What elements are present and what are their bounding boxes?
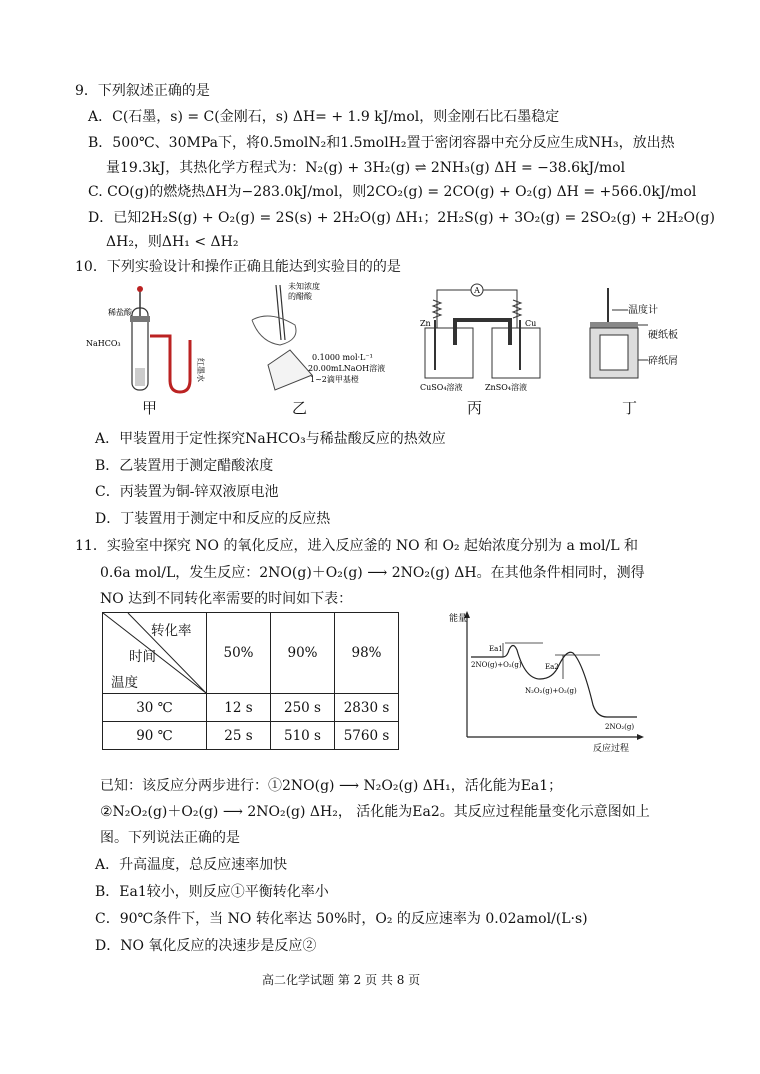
q9-option-b-line1: B．500℃、30MPa下，将0.5molN₂和1.5molH₂置于密闭容器中充分反应生成NH₃，放出热 <box>88 135 675 151</box>
q10-option-a: A．甲装置用于定性探究NaHCO₃与稀盐酸反应的热效应 <box>95 431 446 447</box>
label-hcl: 稀盐酸 <box>108 308 132 317</box>
label-board: 硬纸板 <box>648 330 678 341</box>
corner-temp: 温度 <box>111 675 138 691</box>
time-cell: 25 s <box>207 722 271 750</box>
q11-option-c: C．90℃条件下，当 NO 转化率达 50%时，O₂ 的反应速率为 0.02amol/(L·s) <box>95 911 588 927</box>
temp-cell: 90 ℃ <box>103 722 207 750</box>
q9-stem: 9．下列叙述正确的是 <box>75 83 210 99</box>
table-header-row <box>103 613 399 694</box>
q11-option-a: A．升高温度，总反应速率加快 <box>95 857 288 873</box>
caption-bing: 丙 <box>467 399 483 417</box>
q9-option-b-line2: 量19.3kJ，其热化学方程式为：N₂(g) + 3H₂(g) ⇌ 2NH₃(g) ΔH = −38.6kJ/mol <box>106 160 626 176</box>
apparatus-yi <box>252 281 385 390</box>
label-naoh-1: 0.1000 mol·L⁻¹ <box>312 353 373 362</box>
table-corner-cell <box>103 613 207 694</box>
corner-time: 时间 <box>129 649 156 665</box>
label-naoh-2: 20.00mLNaOH溶液 <box>308 364 386 373</box>
q10-apparatus-figure <box>80 280 680 410</box>
label-nahco3: NaHCO₃ <box>86 339 121 348</box>
caption-jia: 甲 <box>142 399 158 417</box>
time-cell: 12 s <box>207 694 271 722</box>
label-scraps: 碎纸屑 <box>648 356 678 367</box>
label-red-ink: 红墨水 <box>196 358 205 382</box>
q10-option-d: D．丁装置用于测定中和反应的反应热 <box>95 511 331 527</box>
q9-option-d-line2: ΔH₂，则ΔH₁ < ΔH₂ <box>106 234 239 250</box>
q9-option-d-line1: D．已知2H₂S(g) + O₂(g) = 2S(s) + 2H₂O(g) ΔH₁；2H₂S(g) + 3O₂(g) = 2SO₂(g) + 2H₂O(g) <box>88 210 715 226</box>
process-axis-label: 反应过程 <box>593 744 630 754</box>
label-ammeter: A <box>474 286 480 295</box>
label-thermometer: 温度计 <box>628 305 658 316</box>
table-row <box>103 694 399 722</box>
energy-axis-label: 能量 <box>449 614 468 624</box>
q11-option-b: B．Ea1较小，则反应①平衡转化率小 <box>95 884 329 900</box>
q11-known-line1: 已知：该反应分两步进行：①2NO(g) ⟶ N₂O₂(g) ΔH₁，活化能为Ea1； <box>100 778 563 794</box>
q11-option-d: D．NO 氧化反应的决速步是反应② <box>95 938 317 954</box>
label-state-intermediate: N₂O₂(g)+O₂(g) <box>525 687 577 695</box>
caption-yi: 乙 <box>292 399 308 417</box>
label-acetic-1: 未知浓度 <box>288 282 320 291</box>
time-cell: 5760 s <box>335 722 399 750</box>
apparatus-ding <box>590 288 678 378</box>
header-cell: 98% <box>335 613 399 694</box>
q10-stem: 10．下列实验设计和操作正确且能达到实验目的的是 <box>75 259 401 275</box>
q9-option-a: A．C(石墨，s) = C(金刚石，s) ΔH= + 1.9 kJ/mol，则金刚石比石墨稳定 <box>88 109 560 125</box>
page-footer: 高二化学试题 第 2 页 共 8 页 <box>262 973 421 987</box>
label-zn: Zn <box>420 319 431 328</box>
q11-stem-line2: 0.6a mol/L，发生反应：2NO(g)＋O₂(g) ⟶ 2NO₂(g) ΔH。在其他条件相同时，测得 <box>100 565 645 581</box>
apparatus-bing <box>420 284 540 392</box>
apparatus-jia <box>86 286 206 392</box>
time-cell: 2830 s <box>335 694 399 722</box>
time-cell: 510 s <box>271 722 335 750</box>
q11-stem-line1: 11．实验室中探究 NO 的氧化反应，进入反应釜的 NO 和 O₂ 起始浓度分别为 a mol/L 和 <box>75 538 638 554</box>
corner-conversion: 转化率 <box>151 623 192 639</box>
label-znso4: ZnSO₄溶液 <box>485 383 527 392</box>
label-ea2: Ea2 <box>545 663 559 671</box>
q10-option-b: B．乙装置用于测定醋酸浓度 <box>95 458 274 474</box>
label-state-product: 2NO₂(g) <box>605 723 635 731</box>
q11-known-line3: 图。下列说法正确的是 <box>100 830 240 846</box>
time-cell: 250 s <box>271 694 335 722</box>
conversion-time-table <box>102 612 399 750</box>
header-cell: 90% <box>271 613 335 694</box>
q9-option-c: C. CO(g)的燃烧热ΔH为−283.0kJ/mol，则2CO₂(g) = 2CO(g) + O₂(g) ΔH = +566.0kJ/mol <box>88 184 697 200</box>
table-row <box>103 722 399 750</box>
label-acetic-2: 的醋酸 <box>288 292 312 301</box>
label-state-reactants: 2NO(g)+O₂(g) <box>471 661 522 669</box>
label-cuso4: CuSO₄溶液 <box>420 383 463 392</box>
label-naoh-3: 1~2滴甲基橙 <box>310 375 359 384</box>
q11-known-line2: ②N₂O₂(g)＋O₂(g) ⟶ 2NO₂(g) ΔH₂， 活化能为Ea2。其反应过程能量变化示意图如上 <box>100 804 650 820</box>
header-cell: 50% <box>207 613 271 694</box>
q10-option-c: C．丙装置为铜-锌双液原电池 <box>95 484 279 500</box>
label-cu: Cu <box>525 319 537 328</box>
label-ea1: Ea1 <box>489 645 503 653</box>
temp-cell: 30 ℃ <box>103 694 207 722</box>
energy-profile-diagram <box>445 605 665 755</box>
caption-ding: 丁 <box>622 399 638 417</box>
q11-stem-line3: NO 达到不同转化率需要的时间如下表： <box>100 591 353 607</box>
